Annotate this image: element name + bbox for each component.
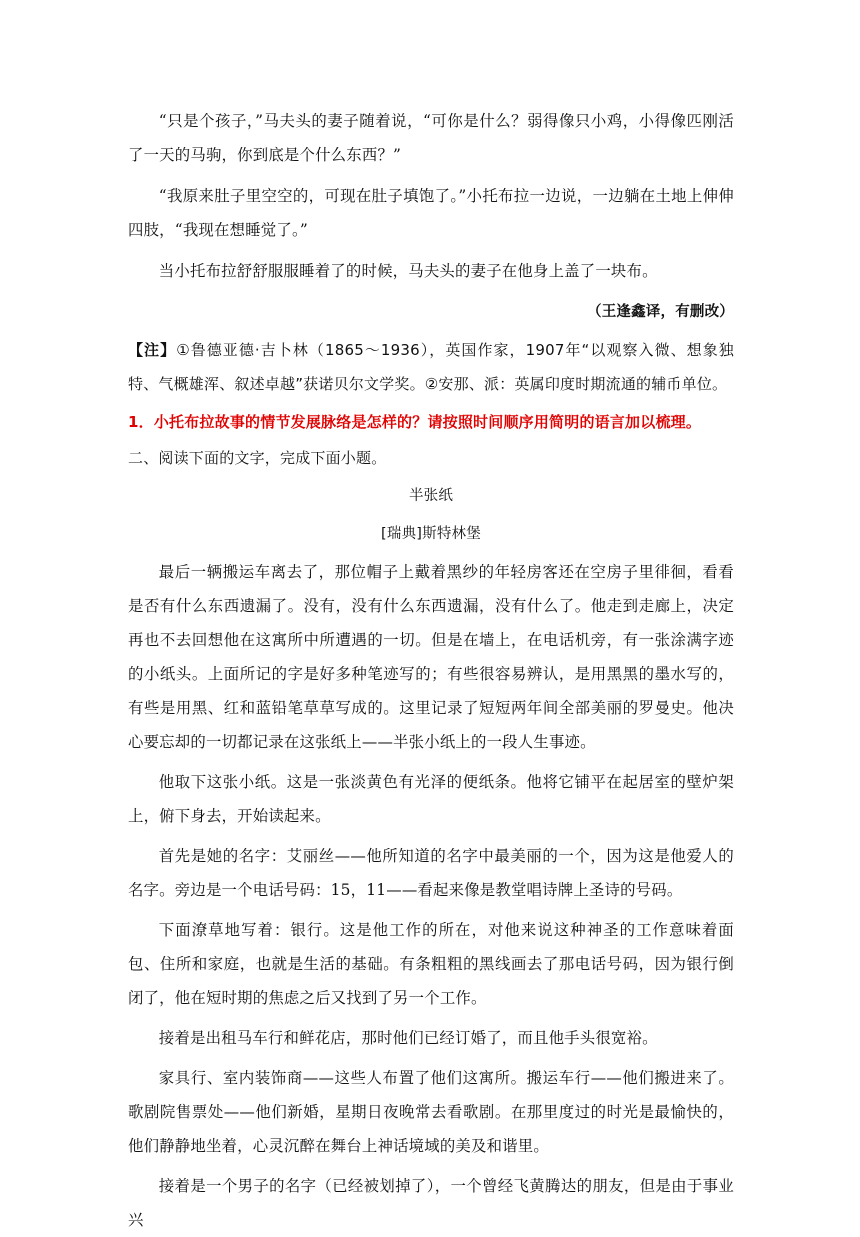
footnote	[128, 333, 734, 401]
paragraph: 接着是一个男子的名字（已经被划掉了），一个曾经飞黄腾达的朋友，但是由于事业兴	[128, 1177, 734, 1229]
question-1: 1．小托布拉故事的情节发展脉络是怎样的？请按照时间顺序用简明的语言加以梳理。	[128, 413, 702, 431]
paragraph: “只是个孩子，”马夫头的妻子随着说，“可你是什么？弱得像只小鸡，小得像匹刚活了一天的马驹，你到底是个什么东西？”	[128, 112, 734, 164]
story-title: 半张纸	[408, 488, 454, 504]
paragraph: 首先是她的名字：艾丽丝——他所知道的名字中最美丽的一个，因为这是他爱人的名字。旁边是一个电话号码：15，11——看起来像是教堂唱诗牌上圣诗的号码。	[128, 847, 734, 899]
paragraph: 他取下这张小纸。这是一张淡黄色有光泽的便纸条。他将它铺平在起居室的壁炉架上，俯下身去，开始读起来。	[128, 773, 734, 825]
story-author: [瑞典]斯特林堡	[381, 526, 481, 542]
section-heading: 二、阅读下面的文字，完成下面小题。	[128, 449, 387, 467]
paragraph: 下面潦草地写着：银行。这是他工作的所在，对他来说这种神圣的工作意味着面包、住所和家庭，也就是生活的基础。有条粗粗的黑线画去了那电话号码，因为银行倒闭了，他在短时期的焦虑之后又找到了另一个工作。	[128, 921, 734, 1007]
paragraph: 接着是出租马车行和鲜花店，那时他们已经订婚了，而且他手头很宽裕。	[158, 1029, 658, 1047]
footnote-text: ①鲁德亚德·吉卜林（1865～1936），英国作家，1907年“以观察入微、想象独特、气概雄浑、叙述卓越”获诺贝尔文学奖。②安那、派：英属印度时期流通的辅币单位。	[128, 341, 734, 393]
paragraph: 当小托布拉舒舒服服睡着了的时候，马夫头的妻子在他身上盖了一块布。	[158, 262, 658, 280]
paragraph: “我原来肚子里空空的，可现在肚子填饱了。”小托布拉一边说，一边躺在土地上伸伸四肢，“我现在想睡觉了。”	[128, 187, 734, 239]
paragraph: 最后一辆搬运车离去了，那位帽子上戴着黑纱的年轻房客还在空房子里徘徊，看看是否有什么东西遗漏了。没有，没有什么东西遗漏，没有什么了。他走到走廊上，决定再也不去回想他在这寓所中所遭遇的一切。但是在墙上，在电话机旁，有一张涂满字迹的小纸头。上面所记的字是好多种笔迹写的；有些很容易辨认，是用黑黑的墨水写的，有些是用黑、红和蓝铅笔草草写成的。这里记录了短短两年间全部美丽的罗曼史。他决心要忘却的一切都记录在这张纸上——半张小纸上的一段人生事迹。	[128, 563, 734, 751]
paragraph: 家具行、室内装饰商——这些人布置了他们这寓所。搬运车行——他们搬进来了。歌剧院售票处——他们新婚，星期日夜晚常去看歌剧。在那里度过的时光是最愉快的，他们静静地坐着，心灵沉醉在舞台上神话境域的美及和谐里。	[128, 1069, 734, 1155]
footnote-label: 【注】	[128, 341, 177, 359]
translator-note: （王逢鑫译，有删改）	[587, 304, 734, 320]
document-body	[128, 104, 734, 1237]
